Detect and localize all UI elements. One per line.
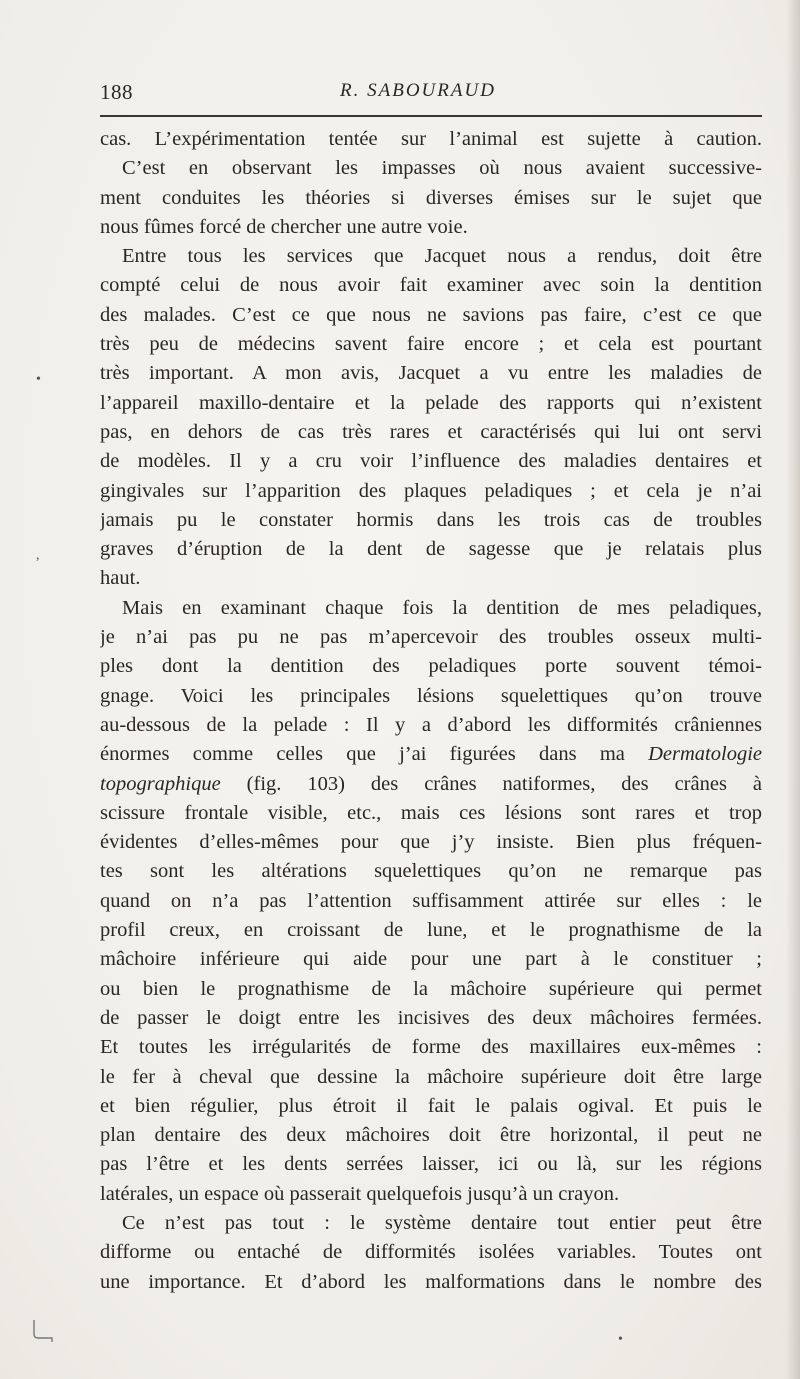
page-number: 188 xyxy=(100,80,133,104)
text-line: Ce n’est pas tout : le système dentaire tout entier peut être xyxy=(122,1211,762,1234)
text-line: Mais en examinant chaque fois la dentition de mes peladiques, xyxy=(122,596,762,619)
text-line: de passer le doigt entre les incisives des deux mâchoires fermées. xyxy=(100,1006,762,1029)
text-line: C’est en observant les impasses où nous avaient successive- xyxy=(122,157,762,180)
text-line: haut. xyxy=(100,567,141,590)
text-line: plan dentaire des deux mâchoires doit être horizontal, il peut ne xyxy=(100,1124,762,1147)
text-line: au-dessous de la pelade : Il y a d’abord les difformités crâniennes xyxy=(100,713,762,736)
text-line: une importance. Et d’abord les malformations dans le nombre des xyxy=(100,1270,762,1293)
text-line: énormes comme celles que j’ai figurées dans ma Dermatologie xyxy=(100,743,762,766)
text-line: et bien régulier, plus étroit il fait le palais ogival. Et puis le xyxy=(100,1094,762,1117)
text-line: très peu de médecins savent faire encore ; et cela est pourtant xyxy=(100,333,762,356)
text-line: compté celui de nous avoir fait examiner avec soin la dentition xyxy=(100,274,762,297)
text-line: difforme ou entaché de difformités isolées variables. Toutes ont xyxy=(100,1241,762,1264)
corner-scan-mark xyxy=(30,1318,56,1344)
text-line: évidentes d’elles-mêmes pour que j’y insiste. Bien plus fréquen- xyxy=(100,831,762,854)
text-line: latérales, un espace où passerait quelquefois jusqu’à un crayon. xyxy=(100,1182,620,1205)
text-line: de modèles. Il y a cru voir l’influence des maladies dentaires et xyxy=(100,450,762,473)
text-line: jamais pu le constater hormis dans les trois cas de troubles xyxy=(100,508,762,531)
text-line: le fer à cheval que dessine la mâchoire supérieure doit être large xyxy=(100,1065,762,1088)
text-line: Entre tous les services que Jacquet nous a rendus, doit être xyxy=(122,245,762,268)
text-line: pas l’être et les dents serrées laisser, ici ou là, sur les régions xyxy=(100,1153,762,1176)
text-line: je n’ai pas pu ne pas m’apercevoir des troubles osseux multi- xyxy=(100,626,762,649)
margin-dot: • xyxy=(36,372,41,387)
text-line: gnage. Voici les principales lésions squelettiques qu’on trouve xyxy=(100,684,762,707)
page-edge-shadow xyxy=(786,0,800,1379)
text-line: ou bien le prognathisme de la mâchoire supérieure qui permet xyxy=(100,977,762,1000)
text-line: gingivales sur l’apparition des plaques peladiques ; et cela je n’ai xyxy=(100,479,762,502)
margin-dot: • xyxy=(618,1332,623,1347)
text-line: Et toutes les irrégularités de forme des maxillaires eux-mêmes : xyxy=(100,1036,762,1059)
text-line: scissure frontale visible, etc., mais ces lésions sont rares et trop xyxy=(100,801,762,824)
text-line: profil creux, en croissant de lune, et le prognathisme de la xyxy=(100,919,762,942)
text-line: mâchoire inférieure qui aide pour une part à le constituer ; xyxy=(100,948,762,971)
header-rule xyxy=(100,115,762,117)
text-line: quand on n’a pas l’attention suffisamment attirée sur elles : le xyxy=(100,889,762,912)
text-line: graves d’éruption de la dent de sagesse que je relatais plus xyxy=(100,538,762,561)
text-line: ples dont la dentition des peladiques porte souvent témoi- xyxy=(100,655,762,678)
text-line: ment conduites les théories si diverses émises sur le sujet que xyxy=(100,186,762,209)
text-line: cas. L’expérimentation tentée sur l’animal est sujette à caution. xyxy=(100,128,762,150)
text-line: des malades. C’est ce que nous ne savions pas faire, c’est ce que xyxy=(100,303,762,326)
text-line: tes sont les altérations squelettiques qu’on ne remarque pas xyxy=(100,860,762,883)
page-header xyxy=(100,80,760,110)
text-line: pas, en dehors de cas très rares et caractérisés qui lui ont servi xyxy=(100,420,762,443)
text-line: nous fûmes forcé de chercher une autre voie. xyxy=(100,215,468,238)
margin-dot: , xyxy=(36,548,40,563)
text-line: l’appareil maxillo-dentaire et la pelade des rapports qui n’existent xyxy=(100,391,762,414)
body-text xyxy=(100,125,762,1297)
text-line: très important. A mon avis, Jacquet a vu entre les maladies de xyxy=(100,362,762,385)
running-head: R. SABOURAUD xyxy=(340,80,496,101)
text-line: topographique (fig. 103) des crânes natiformes, des crânes à xyxy=(100,772,762,795)
